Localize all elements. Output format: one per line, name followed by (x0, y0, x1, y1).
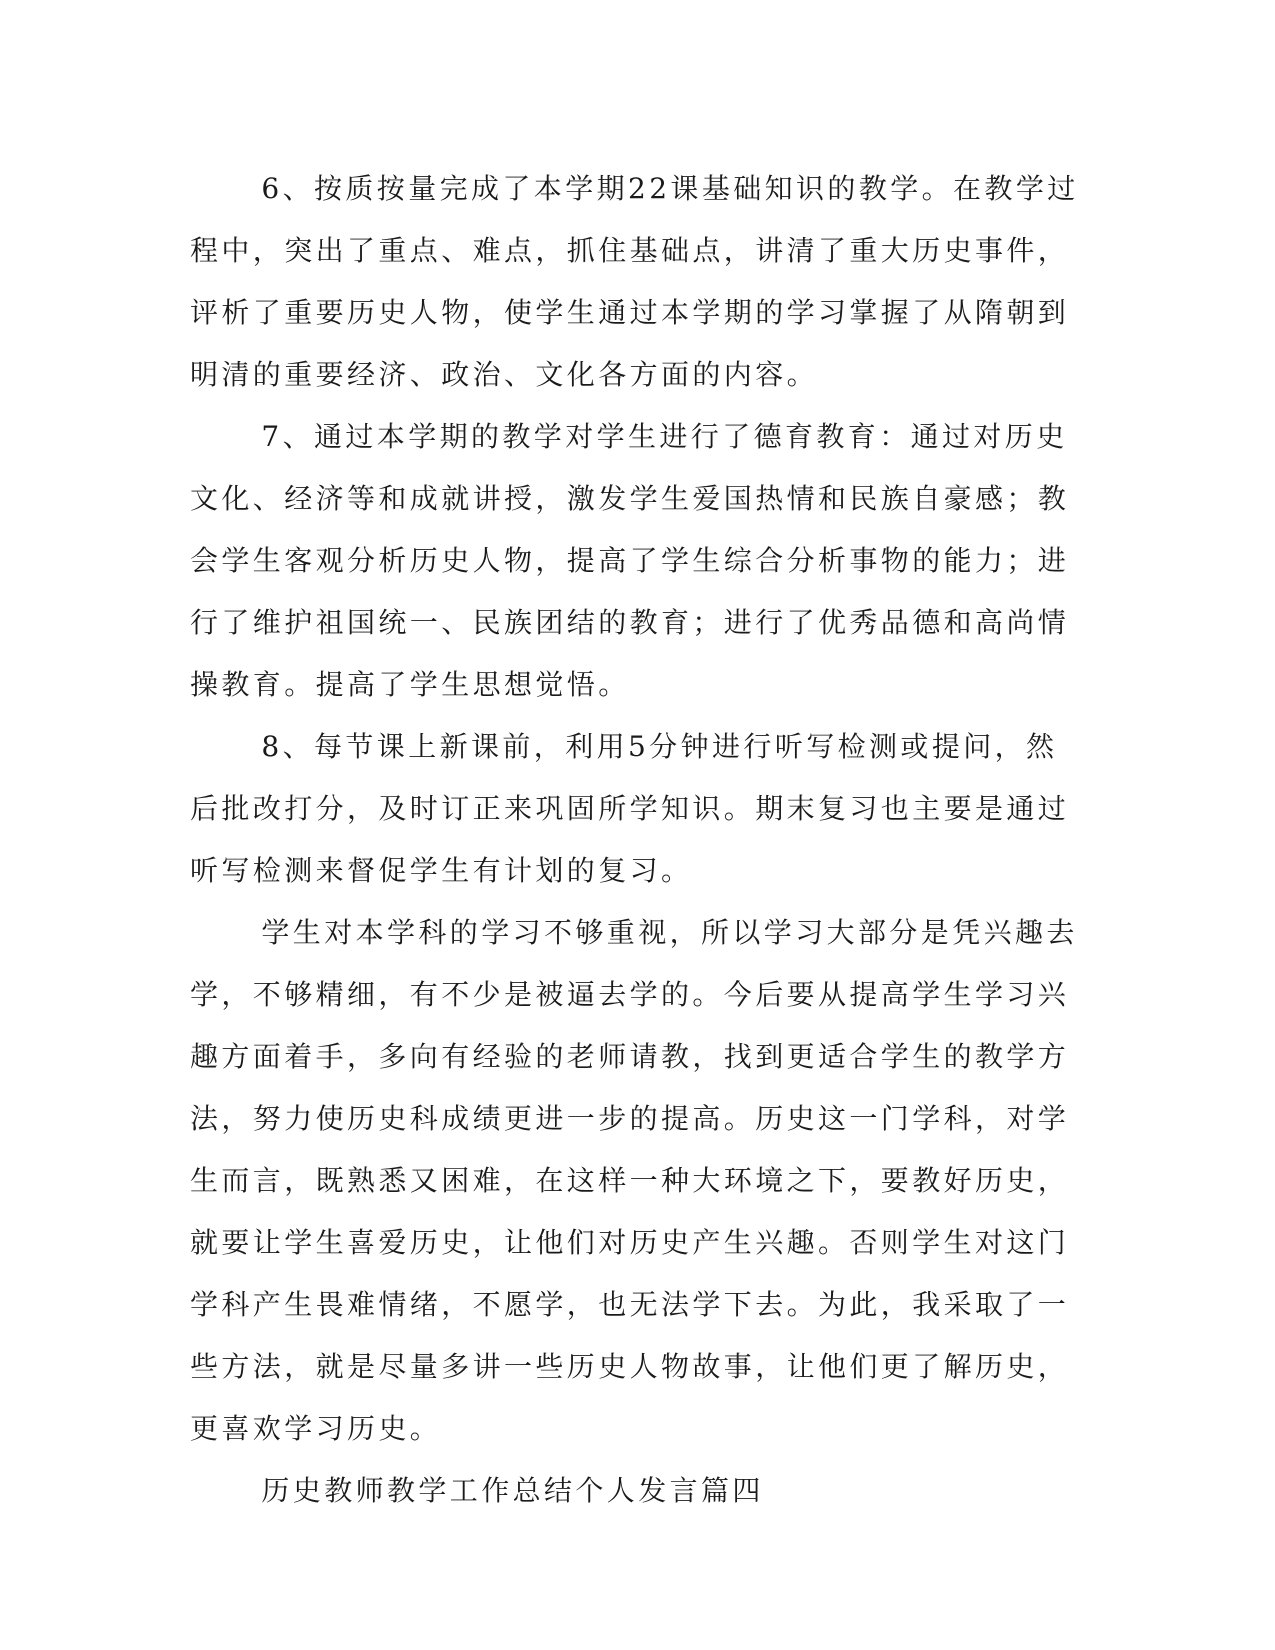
paragraph-item-6: 6、按质按量完成了本学期22课基础知识的教学。在教学过程中，突出了重点、难点，抓住基础点，讲清了重大历史事件，评析了重要历史人物，使学生通过本学期的学习掌握了从隋朝到明清的重要经济、政治、文化各方面的内容。 (190, 172, 1079, 391)
section-heading: 历史教师教学工作总结个人发言篇四 (261, 1474, 764, 1507)
paragraph-reflection: 学生对本学科的学习不够重视，所以学习大部分是凭兴趣去学，不够精细，有不少是被逼去学的。今后要从提高学生学习兴趣方面着手，多向有经验的老师请教，找到更适合学生的教学方法，努力使历史科成绩更进一步的提高。历史这一门学科，对学生而言，既熟悉又困难，在这样一种大环境之下，要教好历史，就要让学生喜爱历史，让他们对历史产生兴趣。否则学生对这门学科产生畏难情绪，不愿学，也无法学下去。为此，我采取了一些方法，就是尽量多讲一些历史人物故事，让他们更了解历史，更喜欢学习历史。 (190, 916, 1078, 1445)
paragraph-item-7: 7、通过本学期的教学对学生进行了德育教育：通过对历史文化、经济等和成就讲授，激发学生爱国热情和民族自豪感；教会学生客观分析历史人物，提高了学生综合分析事物的能力；进行了维护祖国统一、民族团结的教育；进行了优秀品德和高尚情操教育。提高了学生思想觉悟。 (190, 420, 1070, 701)
paragraph-item-8: 8、每节课上新课前，利用5分钟进行听写检测或提问，然后批改打分，及时订正来巩固所学知识。期末复习也主要是通过听写检测来督促学生有计划的复习。 (190, 730, 1070, 887)
document-body (190, 158, 1080, 1522)
